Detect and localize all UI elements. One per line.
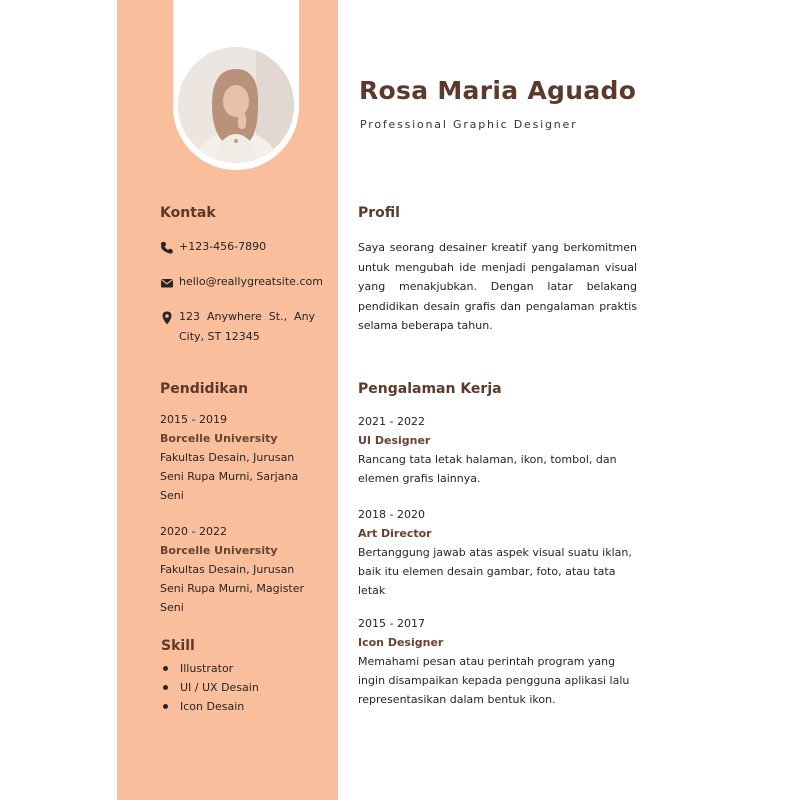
experience-heading: Pengalaman Kerja — [358, 381, 502, 397]
phone-number: +123-456-7890 — [179, 240, 267, 253]
skills-heading: Skill — [161, 638, 195, 654]
bullet-icon — [163, 704, 168, 709]
education-heading: Pendidikan — [160, 381, 249, 397]
profile-text: Saya seorang desainer kreatif yang berkomitmen untuk mengubah ide menjadi pengalaman visual yang menakjubkan. Dengan latar belakang pendidikan desain grafis dan pengalaman praktis selama beberapa tahun. — [358, 241, 637, 332]
education-line: Seni Rupa Murni, Magister — [160, 582, 305, 595]
contact-address — [160, 310, 316, 347]
email-icon — [160, 276, 174, 290]
experience-role: UI Designer — [358, 434, 431, 447]
profile-heading: Profil — [358, 205, 400, 221]
education-years: 2020 - 2022 — [160, 525, 227, 538]
contact-email — [160, 275, 323, 292]
education-line: Fakultas Desain, Jurusan — [160, 451, 295, 464]
profile-photo — [178, 47, 294, 163]
contact-phone — [160, 240, 266, 257]
skill-item: Illustrator — [163, 659, 259, 678]
profile-photo-illustration — [178, 47, 294, 163]
email-address: hello@reallygreatsite.com — [179, 275, 323, 288]
education-item — [160, 410, 298, 505]
experience-description: Memahami pesan atau perintah program yang ingin disampaikan kepada pengguna aplikasi lalu representasikan dalam bentuk ikon. — [358, 655, 630, 706]
address-line-1: 123 Anywhere St., Any — [179, 310, 316, 323]
experience-years: 2018 - 2020 — [358, 508, 425, 521]
candidate-name: Rosa Maria Aguado — [359, 76, 637, 105]
contact-heading: Kontak — [160, 205, 216, 221]
skill-item: Icon Desain — [163, 697, 259, 716]
experience-role: Icon Designer — [358, 636, 444, 649]
education-school: Borcelle University — [160, 544, 278, 557]
education-years: 2015 - 2019 — [160, 413, 227, 426]
experience-description: Bertanggung jawab atas aspek visual suatu iklan, baik itu elemen desain gambar, foto, atau tata letak — [358, 546, 632, 597]
education-school: Borcelle University — [160, 432, 278, 445]
experience-item — [358, 412, 643, 488]
education-line: Seni Rupa Murni, Sarjana — [160, 470, 299, 483]
experience-years: 2021 - 2022 — [358, 415, 425, 428]
experience-item — [358, 614, 643, 709]
experience-item — [358, 505, 643, 600]
location-pin-icon — [160, 311, 174, 325]
bullet-icon — [163, 685, 168, 690]
education-item — [160, 522, 304, 617]
experience-description: Rancang tata letak halaman, ikon, tombol, dan elemen grafis lainnya. — [358, 453, 617, 485]
education-line: Seni — [160, 489, 184, 502]
experience-years: 2015 - 2017 — [358, 617, 425, 630]
phone-icon — [160, 241, 174, 255]
education-line: Seni — [160, 601, 184, 614]
skills-list — [163, 659, 259, 716]
experience-role: Art Director — [358, 527, 432, 540]
education-line: Fakultas Desain, Jurusan — [160, 563, 295, 576]
address-line-2: City, ST 12345 — [179, 330, 260, 343]
bullet-icon — [163, 666, 168, 671]
skill-item: UI / UX Desain — [163, 678, 259, 697]
candidate-title: Professional Graphic Designer — [360, 118, 578, 131]
